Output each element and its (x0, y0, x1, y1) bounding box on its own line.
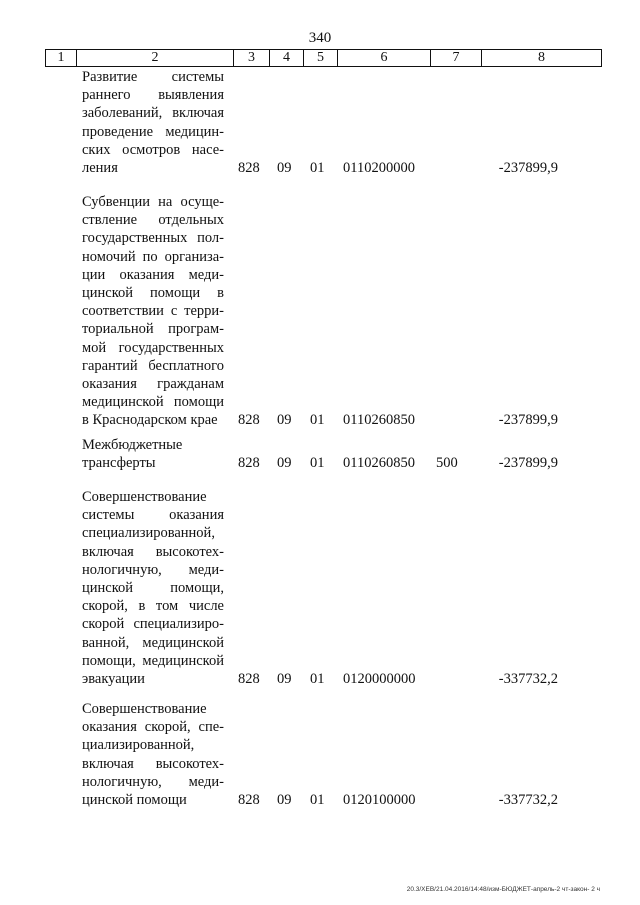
cell-amount: -237899,9 (498, 160, 558, 176)
cell-ministry: 828 (238, 412, 260, 428)
header-col-7: 7 (431, 50, 482, 67)
desc-line: специализированной, (82, 525, 215, 542)
cell-ministry: 828 (238, 671, 260, 687)
cell-target-code: 0110260850 (343, 455, 415, 471)
cell-ministry: 828 (238, 455, 260, 471)
header-col-8: 8 (482, 50, 602, 67)
desc-line: Совершенствование (82, 701, 207, 717)
desc-line: Совершенствование (82, 489, 207, 505)
cell-section: 09 (277, 455, 292, 471)
desc-line: эвакуации (82, 671, 145, 688)
desc-line: циализированной, (82, 737, 195, 754)
desc-line: в Краснодарском крае (82, 412, 218, 429)
desc-line: государственных пол- (82, 230, 224, 247)
desc-line: соответствии с терри- (82, 303, 224, 320)
desc-line: ции оказания меди- (82, 266, 224, 283)
desc-line: скорой специализиро- (82, 616, 224, 633)
desc-line: цинской помощи (82, 792, 187, 809)
cell-section: 09 (277, 160, 292, 176)
row-description (82, 700, 224, 809)
cell-subsection: 01 (310, 160, 325, 176)
desc-line: Субвенции на осуще- (82, 194, 224, 210)
cell-subsection: 01 (310, 455, 325, 471)
desc-line: ления (82, 160, 118, 177)
desc-line: системы оказания (82, 507, 224, 524)
cell-section: 09 (277, 671, 292, 687)
cell-ministry: 828 (238, 160, 260, 176)
desc-line: включая высокотех- (82, 755, 224, 772)
header-col-6: 6 (338, 50, 431, 67)
desc-line: оказания гражданам (82, 376, 224, 393)
column-header-row (45, 49, 602, 67)
desc-line: раннего выявления (82, 87, 224, 104)
cell-target-code: 0110200000 (343, 160, 415, 176)
desc-line: проведение медицин- (82, 123, 224, 140)
cell-amount: -337732,2 (498, 792, 558, 808)
desc-line: Межбюджетные (82, 437, 183, 453)
desc-line: медицинской помощи (82, 394, 224, 411)
page-number: 340 (308, 30, 332, 46)
cell-target-code: 0120000000 (343, 671, 416, 687)
desc-line: ториальной програм- (82, 321, 224, 338)
row-description (82, 488, 224, 688)
desc-line: номочий по организа- (82, 248, 224, 265)
cell-subsection: 01 (310, 671, 325, 687)
desc-line: ских осмотров насе- (82, 141, 224, 158)
cell-subsection: 01 (310, 792, 325, 808)
header-col-4: 4 (270, 50, 304, 67)
desc-line: ствление отдельных (82, 212, 224, 229)
cell-target-code: 0120100000 (343, 792, 416, 808)
header-col-1: 1 (46, 50, 77, 67)
row-description (82, 436, 224, 472)
cell-subsection: 01 (310, 412, 325, 428)
desc-line: Развитие системы (82, 69, 224, 85)
cell-section: 09 (277, 412, 292, 428)
desc-line: мой государственных (82, 339, 224, 356)
desc-line: трансферты (82, 455, 156, 472)
desc-line: цинской помощи, (82, 580, 224, 597)
cell-amount: -237899,9 (498, 455, 558, 471)
desc-line: нологичную, меди- (82, 773, 224, 790)
desc-line: гарантий бесплатного (82, 357, 224, 374)
cell-ministry: 828 (238, 792, 260, 808)
desc-line: помощи, медицинской (82, 652, 224, 669)
cell-amount: -337732,2 (498, 671, 558, 687)
row-description (82, 68, 224, 177)
cell-expense-type: 500 (436, 455, 458, 471)
header-col-5: 5 (304, 50, 338, 67)
header-col-2: 2 (77, 50, 234, 67)
desc-line: включая высокотех- (82, 543, 224, 560)
header-col-3: 3 (234, 50, 270, 67)
desc-line: ванной, медицинской (82, 634, 224, 651)
desc-line: оказания скорой, спе- (82, 719, 224, 736)
document-footer-stamp: 20.3/ХЕВ/21.04.2016/14:48/изм-БЮДЖЕТ-апрель-2 чт-закон- 2 ч (406, 886, 600, 893)
desc-line: заболеваний, включая (82, 105, 224, 122)
cell-section: 09 (277, 792, 292, 808)
cell-amount: -237899,9 (498, 412, 558, 428)
desc-line: скорой, в том числе (82, 598, 224, 615)
cell-target-code: 0110260850 (343, 412, 415, 428)
desc-line: цинской помощи в (82, 285, 224, 302)
row-description (82, 193, 224, 430)
desc-line: нологичную, меди- (82, 561, 224, 578)
